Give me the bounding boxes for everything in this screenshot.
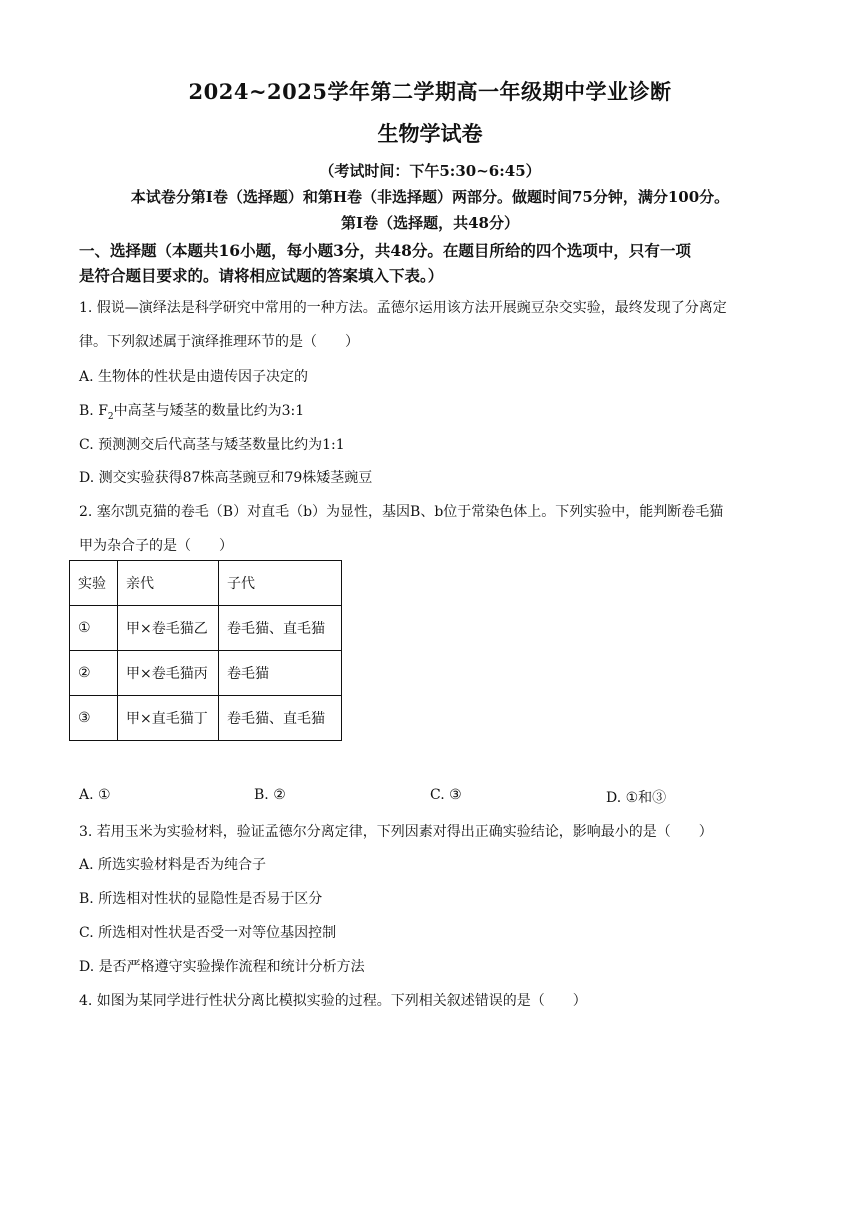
q2-option-d: D. ①和③ xyxy=(606,790,667,806)
q1-option-b-subscript: 2 xyxy=(107,411,114,422)
q2-option-c: C. ③ xyxy=(430,787,462,803)
q1-stem-line1: 1. 假说—演绎法是科学研究中常用的一种方法。孟德尔运用该方法开展豌豆杂交实验，最终发现了分离定 xyxy=(79,300,727,316)
q2-stem-line1: 2. 塞尔凯克猫的卷毛（B）对直毛（b）为显性，基因B、b位于常染色体上。下列实验中，能判断卷毛猫 xyxy=(79,504,724,520)
section1-heading-line1: 一、选择题（本题共16小题，每小题3分，共48分。在题目所给的四个选项中，只有一项 xyxy=(79,241,691,260)
table-header-cell: 实验 xyxy=(70,561,118,606)
q1-option-a: A. 生物体的性状是由遗传因子决定的 xyxy=(79,369,309,385)
q2-option-b: B. ② xyxy=(254,787,286,803)
table-cell: 甲×直毛猫丁 xyxy=(118,696,219,741)
table-cell: 卷毛猫 xyxy=(219,651,342,696)
q1-option-b-rest: 中高茎与矮茎的数量比约为3:1 xyxy=(113,403,305,419)
table-header-row xyxy=(70,561,342,606)
exam-title: 2024~2025学年第二学期高一年级期中学业诊断 xyxy=(188,79,672,104)
table-cell: 甲×卷毛猫乙 xyxy=(118,606,219,651)
table-cell: 甲×卷毛猫丙 xyxy=(118,651,219,696)
table-cell: ③ xyxy=(70,696,118,741)
table-row xyxy=(70,606,342,651)
q2-stem-line2: 甲为杂合子的是（ ） xyxy=(79,538,233,554)
table-cell: ① xyxy=(70,606,118,651)
table-row xyxy=(70,696,342,741)
table-cell: 卷毛猫、直毛猫 xyxy=(219,606,342,651)
q1-stem-line2: 律。下列叙述属于演绎推理环节的是（ ） xyxy=(79,334,359,350)
table-cell: 卷毛猫、直毛猫 xyxy=(219,696,342,741)
q3-option-b: B. 所选相对性状的显隐性是否易于区分 xyxy=(79,891,323,907)
q3-option-a: A. 所选实验材料是否为纯合子 xyxy=(79,857,267,873)
table-cell: ② xyxy=(70,651,118,696)
q4-stem: 4. 如图为某同学进行性状分离比模拟实验的过程。下列相关叙述错误的是（ ） xyxy=(79,993,587,1009)
table-row xyxy=(70,651,342,696)
q1-option-c: C. 预测测交后代高茎与矮茎数量比约为1:1 xyxy=(79,437,345,453)
q2-option-a: A. ① xyxy=(79,787,111,803)
q1-option-b xyxy=(79,400,304,422)
subject-title: 生物学试卷 xyxy=(377,121,483,146)
q3-option-c: C. 所选相对性状是否受一对等位基因控制 xyxy=(79,925,337,941)
table-header-cell: 子代 xyxy=(219,561,342,606)
section1-heading-line2: 是符合题目要求的。请将相应试题的答案填入下表。） xyxy=(79,266,444,285)
experiment-table xyxy=(69,560,342,741)
q1-option-d: D. 测交实验获得87株高茎豌豆和79株矮茎豌豆 xyxy=(79,470,373,486)
table-header-cell: 亲代 xyxy=(118,561,219,606)
q3-stem: 3. 若用玉米为实验材料，验证孟德尔分离定律，下列因素对得出正确实验结论，影响最小的是（ ） xyxy=(79,824,713,840)
instructions: 本试卷分第I卷（选择题）和第H卷（非选择题）两部分。做题时间75分钟，满分100分。 xyxy=(130,188,730,206)
q1-option-b-prefix: B. F xyxy=(79,403,108,419)
exam-time: （考试时间：下午5:30~6:45） xyxy=(319,162,541,180)
part1-title: 第I卷（选择题，共48分） xyxy=(341,214,519,232)
q3-option-d: D. 是否严格遵守实验操作流程和统计分析方法 xyxy=(79,959,365,975)
